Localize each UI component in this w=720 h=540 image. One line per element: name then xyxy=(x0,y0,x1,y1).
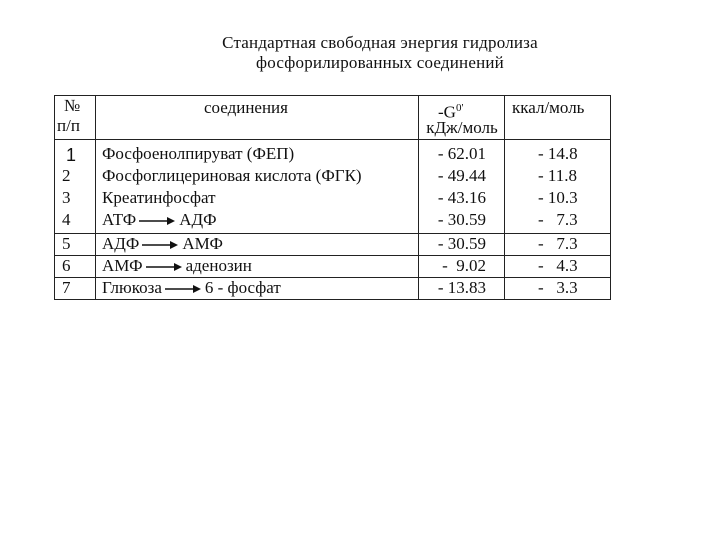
reaction-arrow-icon xyxy=(139,216,175,226)
row-number: 5 xyxy=(62,234,71,253)
energy-kcal: - 7.3 xyxy=(538,234,578,253)
energy-kcal: - 11.8 xyxy=(538,166,578,185)
reaction-arrow-icon xyxy=(142,240,178,250)
table-border-left xyxy=(54,95,55,300)
table-border-bottom xyxy=(54,299,611,300)
compound-name: Фосфоглицериновая кислота (ФГК) xyxy=(102,166,362,185)
energy-kcal: - 7.3 xyxy=(538,210,578,229)
row-number: 4 xyxy=(62,210,71,229)
header-energy-superscript: 0' xyxy=(455,102,464,114)
energy-kj: - 49.44 xyxy=(437,166,486,185)
reaction-arrow-icon xyxy=(165,284,201,294)
compound-reaction xyxy=(102,234,223,254)
compound-reaction xyxy=(102,210,217,230)
row-number: 6 xyxy=(62,256,71,275)
energy-kj: - 62.01 xyxy=(437,144,486,163)
compound-from: Глюкоза xyxy=(102,278,162,297)
header-energy-label: -G xyxy=(438,102,456,122)
header-kcal-unit: ккал/моль xyxy=(512,98,585,117)
table-border-right xyxy=(610,95,611,300)
compound-to: 6 - фосфат xyxy=(204,278,281,297)
header-divider xyxy=(54,139,611,140)
table-border-top xyxy=(54,95,611,96)
header-kj-unit: кДж/моль xyxy=(426,118,498,137)
energy-kcal: - 4.3 xyxy=(538,256,578,275)
energy-kcal: - 10.3 xyxy=(538,188,578,207)
energy-kj: - 30.59 xyxy=(437,234,486,253)
slide-title-line-2: фосфорилированных соединений xyxy=(256,53,504,72)
compound-from: АТФ xyxy=(102,210,137,229)
row-number: 1 xyxy=(66,145,77,165)
header-compound: соединения xyxy=(204,98,288,117)
compound-name: Фосфоенолпируват (ФЕП) xyxy=(102,144,295,163)
row-number: 2 xyxy=(62,166,71,185)
header-number: № xyxy=(64,96,81,115)
compound-to: аденозин xyxy=(185,256,252,275)
energy-kcal: - 3.3 xyxy=(538,278,578,297)
energy-kj: - 30.59 xyxy=(437,210,486,229)
compound-name: Креатинфосфат xyxy=(102,188,216,207)
compound-to: АДФ xyxy=(179,210,217,229)
compound-reaction xyxy=(102,256,252,276)
energy-kj: - 9.02 xyxy=(442,256,486,275)
row-number: 3 xyxy=(62,188,71,207)
energy-table xyxy=(54,95,611,299)
column-divider xyxy=(95,95,96,300)
energy-kcal: - 14.8 xyxy=(538,144,578,163)
header-number-abbr: п/п xyxy=(57,116,80,135)
reaction-arrow-icon xyxy=(146,262,182,272)
compound-from: АМФ xyxy=(102,256,143,275)
compound-reaction xyxy=(102,278,281,298)
compound-from: АДФ xyxy=(102,234,140,253)
slide-title-line-1: Стандартная свободная энергия гидролиза xyxy=(222,33,538,52)
energy-kj: - 43.16 xyxy=(437,188,486,207)
energy-kj: - 13.83 xyxy=(437,278,486,297)
compound-to: АМФ xyxy=(182,234,223,253)
row-number: 7 xyxy=(62,278,71,297)
